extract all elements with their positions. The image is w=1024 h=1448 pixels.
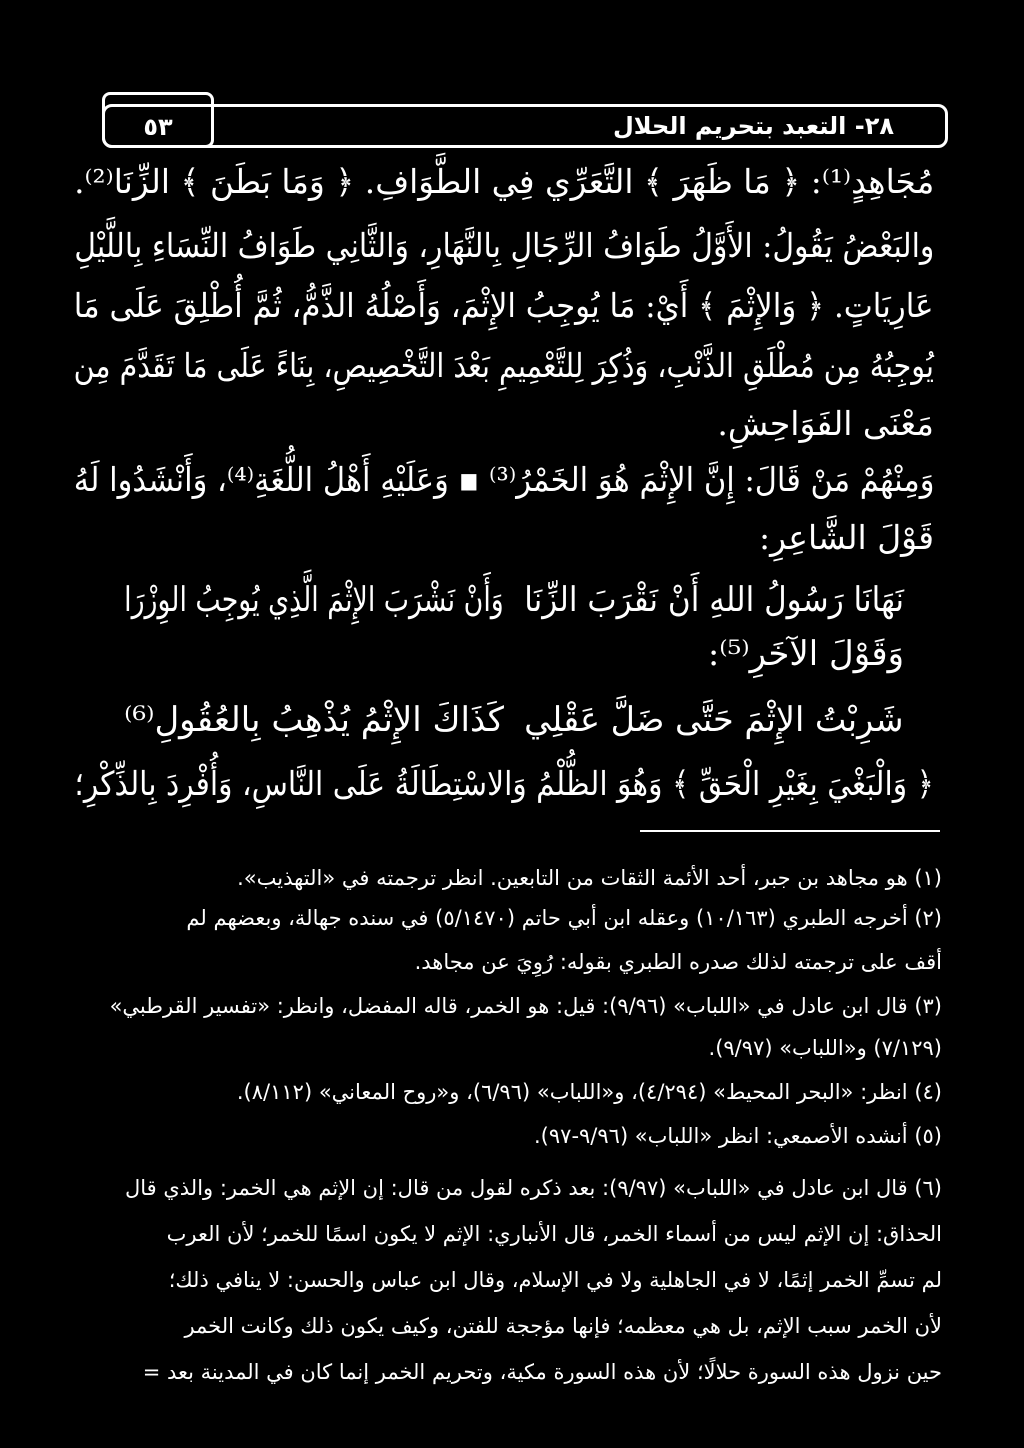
- footnote-4: (٤) انظر: «البحر المحيط» (٤/٢٩٤)، و«اللباب» (٦/٩٦)، و«روح المعاني» (٨/١١٢).: [236, 1080, 942, 1104]
- verse-2-right: وَقَوْلَ الآخَرِ⁽⁵⁾:: [707, 634, 904, 674]
- footnote-3-cont: (٧/١٢٩) و«اللباب» (٩/٩٧).: [708, 1036, 942, 1060]
- footnote-2: (٢) أخرجه الطبري (١٠/١٦٣) وعقله ابن أبي حاتم (٥/١٤٧٠) في سنده جهالة، وبعضهم لم: [186, 906, 942, 930]
- footnote-2-cont: أقف على ترجمته لذلك صدره الطبري بقوله: رُوِيَ عن مجاهد.: [414, 950, 942, 974]
- footnote-separator: [640, 830, 940, 832]
- verse-1-right: نَهَانَا رَسُولُ اللهِ أَنْ نَقْرَبَ الزِّنَا: [524, 580, 904, 620]
- footnote-1: (١) هو مجاهد بن جبر، أحد الأئمة الثقات من التابعين. انظر ترجمته في «التهذيب».: [237, 866, 942, 890]
- verse-3-left: كَذَاكَ الإِثْمُ يُذْهِبُ بِالعُقُولِ⁽⁶⁾: [124, 700, 504, 740]
- verse-1-left: وَأَنْ نَشْرَبَ الإِثْمَ الَّذِي يُوجِبُ الوِزْرَا: [124, 580, 504, 620]
- body-line-6: وَمِنْهُمْ مَنْ قَالَ: إِنَّ الإِثْمَ هُوَ الخَمْرُ⁽³⁾ ▪ وَعَلَيْهِ أَهْلُ اللُّغَةِ⁽⁴⁾، وَأَنْشَدُوا لَهُ: [73, 460, 934, 499]
- body-line-5: مَعْنَى الفَوَاحِشِ.: [717, 404, 934, 443]
- body-line-4: يُوجِبُهُ مِن مُطْلَقِ الذَّنْبِ، وَذُكِرَ لِلتَّعْمِيمِ بَعْدَ التَّخْصِيصِ، بِنَاءً عَلَى مَا تَقَدَّمَ مِن: [73, 346, 934, 385]
- footnote-5: (٥) أنشده الأصمعي: انظر «اللباب» (٩/٩٦-٩٧).: [534, 1124, 942, 1148]
- verse-3-right: شَرِبْتُ الإِثْمَ حَتَّى ضَلَّ عَقْلِي: [524, 700, 904, 740]
- footnote-6-cont-1: الحذاق: إن الإثم ليس من أسماء الخمر، قال الأنباري: الإثم لا يكون اسمًا للخمر؛ لأن العرب: [166, 1222, 942, 1246]
- footnote-3: (٣) قال ابن عادل في «اللباب» (٩/٩٦): قيل: هو الخمر، قاله المفضل، وانظر: «تفسير القرطبي»: [109, 994, 942, 1018]
- page-number: ٥٣: [143, 113, 173, 141]
- page-number-box: [102, 92, 214, 148]
- footnote-6-cont-3: لأن الخمر سبب الإثم، بل هي معظمه؛ فإنها مؤججة للفتن، وكيف يكون ذلك وكانت الخمر: [184, 1314, 942, 1338]
- footnote-6: (٦) قال ابن عادل في «اللباب» (٩/٩٧): بعد ذكره لقول من قال: إن الإثم هي الخمر: والذي قال: [124, 1176, 942, 1200]
- body-line-8: ﴿ وَالْبَغْيَ بِغَيْرِ الْحَقِّ ﴾ وَهُوَ الظُّلْمُ وَالاسْتِطَالَةُ عَلَى النَّاسِ، وَأُفْرِدَ بِالذِّكْرِ؛: [74, 764, 934, 803]
- body-line-2: والبَعْضُ يَقُولُ: الأَوَّلُ طَوَافُ الرِّجَالِ بِالنَّهَارِ، وَالثَّانِي طَوَافُ النِّسَاءِ بِاللَّيْلِ: [73, 226, 934, 265]
- footnote-6-cont-2: لم تسمِّ الخمر إثمًا، لا في الجاهلية ولا في الإسلام، وقال ابن عباس والحسن: لا ينافي ذلك؛: [168, 1268, 942, 1292]
- footnote-6-cont-4: حين نزول هذه السورة حلالًا؛ لأن هذه السورة مكية، وتحريم الخمر إنما كان في المدينة بعد =: [142, 1360, 942, 1384]
- body-line-7: قَوْلَ الشَّاعِرِ:: [758, 518, 934, 557]
- header-title: ٢٨- التعبد بتحريم الحلال: [612, 112, 894, 140]
- body-line-3: عَارِيَاتٍ. ﴿ وَالإِثْمَ ﴾ أَيْ: مَا يُوجِبُ الإِثْمَ، وَأَصْلُهُ الذَّمُّ، ثُمَّ أُطْلِقَ عَلَى مَا: [74, 286, 934, 325]
- body-line-1: مُجَاهِدٍ⁽¹⁾: ﴿ مَا ظَهَرَ ﴾ التَّعَرِّي فِي الطَّوَافِ. ﴿ وَمَا بَطَنَ ﴾ الزِّنَا⁽²⁾.: [73, 162, 934, 201]
